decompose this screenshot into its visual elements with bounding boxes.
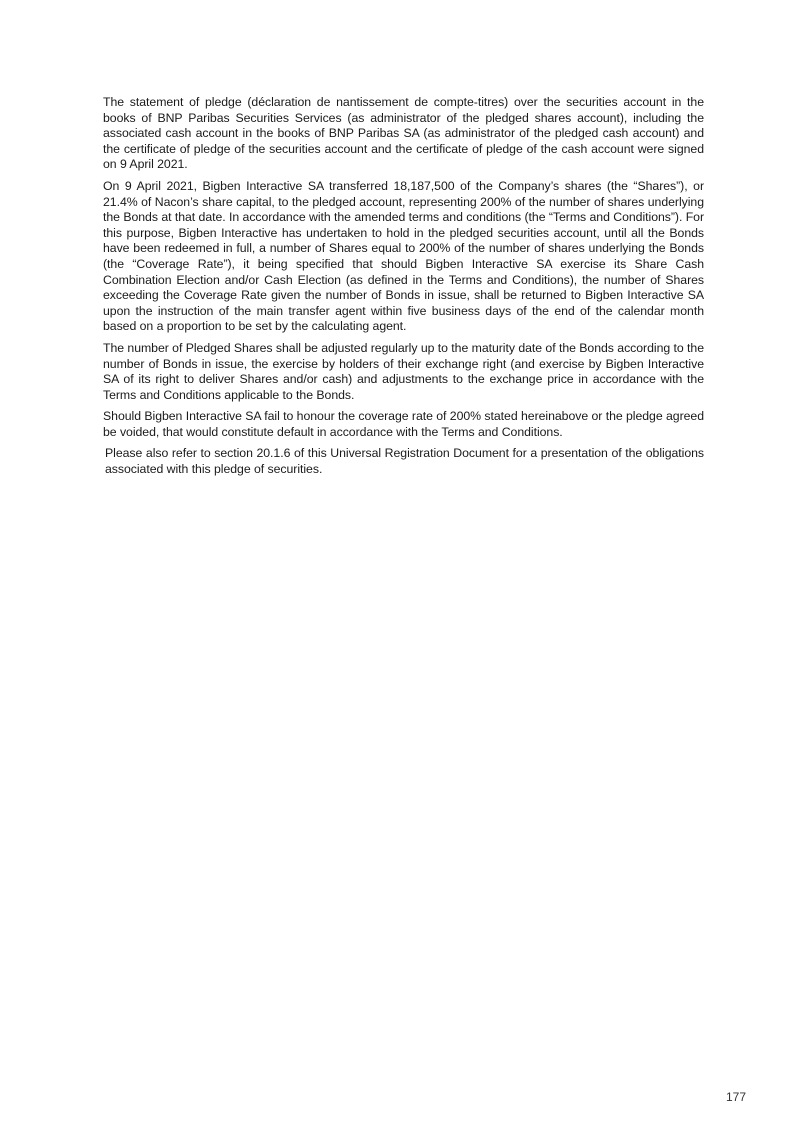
paragraph-pledge-statement: The statement of pledge (déclaration de nantissement de compte-titres) over the securities account in the books of BNP Paribas Securities Services (as administrator of the pledged shares account), including the associated cash account in the books of BNP Paribas SA (as administrator of the pledged cash account) and the certificate of pledge of the securities account and the certificate of pledge of the cash account were signed on 9 April 2021. (103, 95, 704, 172)
body-text (103, 95, 704, 484)
paragraph-cross-reference: Please also refer to section 20.1.6 of this Universal Registration Document for a presentation of the obligations associated with this pledge of securities. (105, 446, 704, 477)
page-number: 177 (725, 1090, 746, 1104)
paragraph-share-transfer: On 9 April 2021, Bigben Interactive SA transferred 18,187,500 of the Company’s shares (the “Shares”), or 21.4% of Nacon’s share capital, to the pledged account, representing 200% of the number of shares underlying the Bonds at that date. In accordance with the amended terms and conditions (the “Terms and Conditions”). For this purpose, Bigben Interactive has undertaken to hold in the pledged securities account, until all the Bonds have been redeemed in full, a number of Shares equal to 200% of the number of shares underlying the Bonds (the “Coverage Rate”), it being specified that should Bigben Interactive SA exercise its Share Cash Combination Election and/or Cash Election (as defined in the Terms and Conditions), the number of Shares exceeding the Coverage Rate given the number of Bonds in issue, shall be returned to Bigben Interactive SA upon the instruction of the main transfer agent within five business days of the end of the calendar month based on a proportion to be set by the calculating agent. (103, 178, 704, 334)
paragraph-pledged-shares-adjustment: The number of Pledged Shares shall be adjusted regularly up to the maturity date of the Bonds according to the number of Bonds in issue, the exercise by holders of their exchange right (and exercise by Bigben Interactive SA of its right to deliver Shares and/or cash) and adjustments to the exchange price in accordance with the Terms and Conditions applicable to the Bonds. (103, 340, 704, 402)
paragraph-default-condition: Should Bigben Interactive SA fail to honour the coverage rate of 200% stated hereinabove or the pledge agreed be voided, that would constitute default in accordance with the Terms and Conditions. (103, 409, 704, 439)
